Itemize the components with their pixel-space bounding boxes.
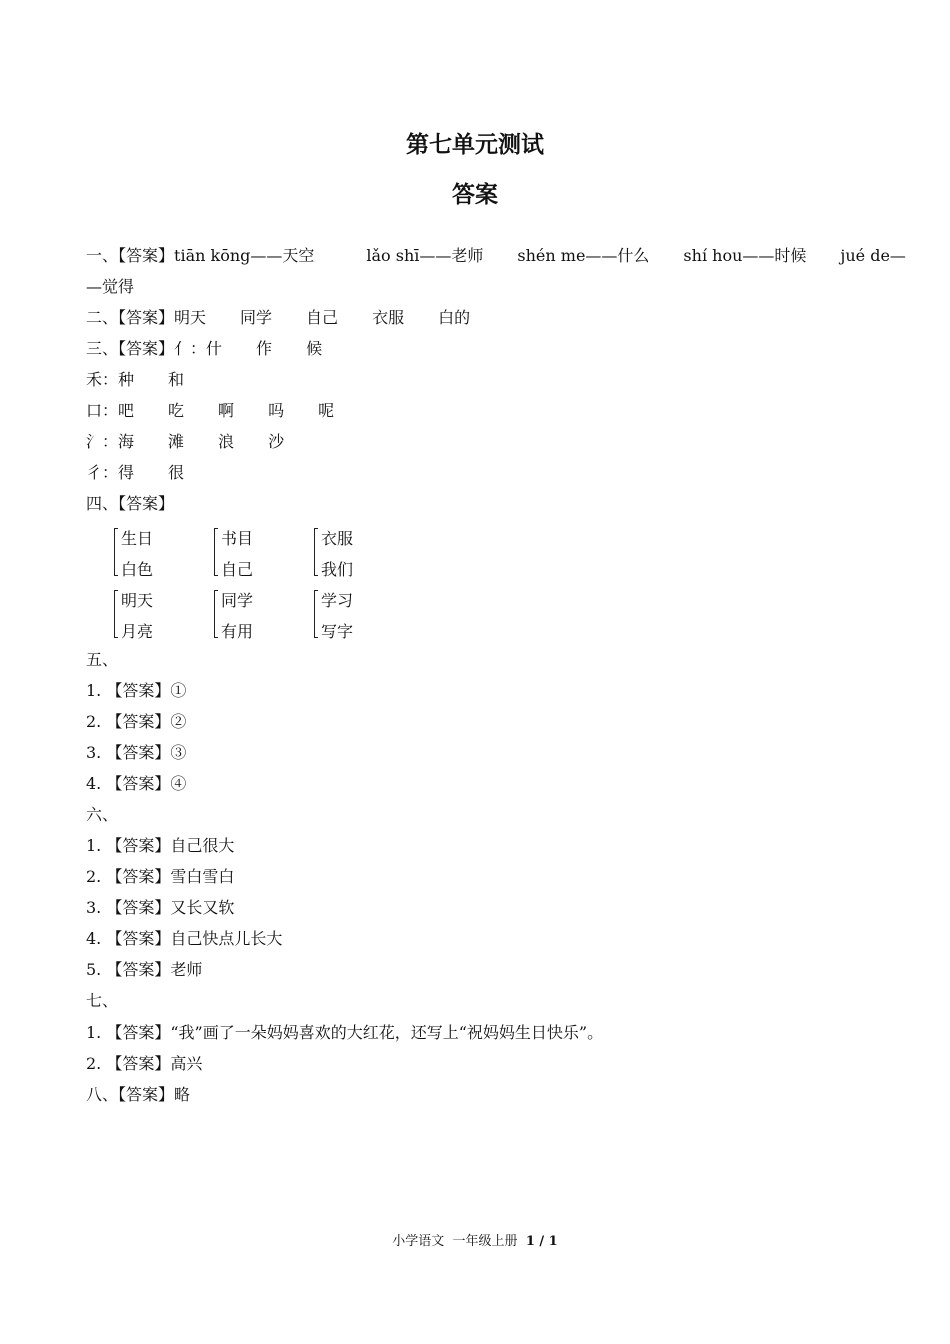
page-title: 第七单元测试 (406, 132, 544, 158)
q5-answer: 1. 【答案】① (86, 681, 187, 700)
q5-answer: 4. 【答案】④ (86, 774, 187, 793)
word-pair-top: 明天 (121, 591, 154, 610)
q3-char: 啊 (218, 401, 235, 420)
q2-prefix: 二、【答案】 (86, 308, 175, 327)
q1-item: shén me——什么 (517, 246, 650, 265)
question-8: 八、【答案】略 (86, 1085, 191, 1104)
q7-answer: 2. 【答案】高兴 (86, 1054, 203, 1073)
q3-char: 得 (118, 463, 135, 482)
q3-char: 什 (206, 339, 223, 358)
word-pair-bottom: 月亮 (121, 622, 154, 641)
q6-answer: 3. 【答案】又长又软 (86, 898, 235, 917)
brace-icon (112, 528, 118, 576)
q6-answer: 4. 【答案】自己快点儿长大 (86, 929, 283, 948)
q3-radical: 彳： (86, 463, 119, 482)
q7-heading: 七、 (86, 991, 119, 1010)
q1-item: jué de— (840, 246, 906, 265)
q5-answer: 3. 【答案】③ (86, 743, 187, 762)
q2-item: 衣服 (372, 308, 405, 327)
word-pair-bottom: 我们 (321, 560, 354, 579)
footer-label: 小学语文 一年级上册 (392, 1234, 526, 1249)
brace-icon (312, 590, 318, 638)
q3-char: 浪 (218, 432, 235, 451)
q3-char: 滩 (168, 432, 185, 451)
word-pair-top: 学习 (321, 591, 354, 610)
q3-char: 吃 (168, 401, 185, 420)
q3-char: 海 (118, 432, 135, 451)
q3-char: 种 (118, 370, 135, 389)
q3-row (86, 370, 184, 390)
q2-item: 明天 (174, 308, 207, 327)
q2-item: 同学 (240, 308, 273, 327)
q6-answer: 1. 【答案】自己很大 (86, 836, 235, 855)
q3-row (86, 401, 334, 421)
q3-char: 和 (168, 370, 185, 389)
q3-radical: 氵： (86, 432, 119, 451)
page-number: 1 / 1 (525, 1234, 558, 1249)
word-pair-top: 书目 (221, 529, 254, 548)
q7-answer: 1. 【答案】“我”画了一朵妈妈喜欢的大红花，还写上“祝妈妈生日快乐”。 (86, 1023, 604, 1042)
q3-char: 吧 (118, 401, 135, 420)
word-pair-top: 衣服 (321, 529, 354, 548)
q3-char: 吗 (268, 401, 285, 420)
word-pair-bottom: 有用 (221, 622, 254, 641)
word-pair-bottom: 自己 (221, 560, 254, 579)
q3-char: 很 (168, 463, 185, 482)
q5-answer: 2. 【答案】② (86, 712, 187, 731)
q1-prefix: 一、【答案】 (86, 246, 175, 265)
word-pair-bottom: 写字 (321, 622, 354, 641)
q3-char: 作 (256, 339, 273, 358)
q4-heading: 四、【答案】 (86, 494, 175, 513)
brace-icon (212, 528, 218, 576)
q1-item: lǎo shī——老师 (366, 246, 484, 265)
q2-item: 白的 (438, 308, 471, 327)
q1-item: tiān kōng——天空 (174, 246, 315, 265)
q3-row (86, 432, 284, 452)
question-3 (86, 339, 322, 359)
q3-char: 呢 (318, 401, 335, 420)
brace-icon (212, 590, 218, 638)
q1-item: shí hou——时候 (683, 246, 807, 265)
q3-char: 沙 (268, 432, 285, 451)
q3-prefix: 三、【答案】 (86, 339, 175, 358)
q6-heading: 六、 (86, 805, 119, 824)
brace-icon (312, 528, 318, 576)
word-pair-top: 同学 (221, 591, 254, 610)
q3-radical: 亻： (174, 339, 207, 358)
question-2 (86, 308, 470, 328)
q3-char: 候 (306, 339, 323, 358)
q2-item: 自己 (306, 308, 339, 327)
word-pair-top: 生日 (121, 529, 154, 548)
question-1 (86, 246, 906, 266)
q3-radical: 禾： (86, 370, 119, 389)
q1-continuation: —觉得 (86, 277, 135, 296)
q6-answer: 5. 【答案】老师 (86, 960, 203, 979)
page-footer (0, 1230, 950, 1249)
q6-answer: 2. 【答案】雪白雪白 (86, 867, 235, 886)
q5-heading: 五、 (86, 650, 119, 669)
q3-row (86, 463, 184, 483)
q3-radical: 口： (86, 401, 119, 420)
word-pair-bottom: 白色 (121, 560, 154, 579)
brace-icon (112, 590, 118, 638)
page-subtitle: 答案 (452, 182, 498, 208)
